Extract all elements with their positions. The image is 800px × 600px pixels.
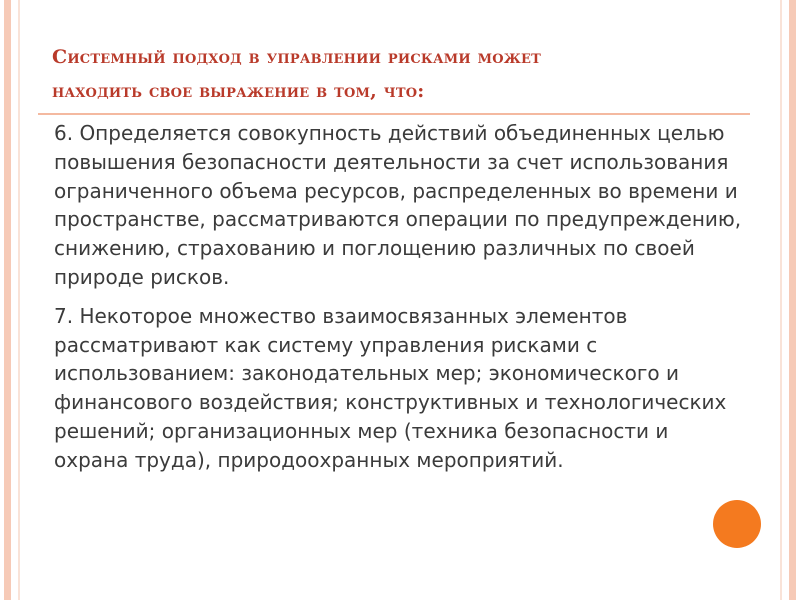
text-line: финансового воздействия; конструктивных и технологических bbox=[54, 390, 727, 415]
left-edge-stripe bbox=[4, 0, 11, 600]
text-line: охрана труда), природоохранных мероприятий. bbox=[54, 447, 564, 472]
paragraph-6 bbox=[54, 119, 754, 292]
paragraph-7 bbox=[54, 302, 754, 475]
slide-body bbox=[54, 119, 754, 475]
right-edge-thin-stripe bbox=[780, 0, 782, 600]
text-line: повышения безопасности деятельности за счет использования bbox=[54, 149, 729, 174]
title-divider bbox=[38, 113, 750, 115]
text-line: решений; организационных мер (техника безопасности и bbox=[54, 418, 669, 443]
orange-circle-decoration bbox=[713, 500, 761, 548]
right-edge-stripe bbox=[789, 0, 796, 600]
text-line: природе рисков. bbox=[54, 264, 230, 289]
text-line: пространстве, рассматриваются операции по предупреждению, bbox=[54, 207, 742, 232]
text-line: 6. Определяется совокупность действий объединенных целью bbox=[54, 121, 725, 145]
text-line: ограниченного объема ресурсов, распределенных во времени и bbox=[54, 178, 738, 203]
text-line: снижению, страхованию и поглощению различных по своей bbox=[54, 236, 695, 261]
slide-title-line: находить свое выражение в том, что: bbox=[52, 80, 425, 102]
text-line: 7. Некоторое множество взаимосвязанных элементов bbox=[54, 303, 628, 328]
slide-title bbox=[52, 40, 732, 108]
text-line: использованием: законодательных мер; экономического и bbox=[54, 361, 679, 386]
text-line: рассматривают как систему управления рисками с bbox=[54, 332, 598, 357]
slide-title-line: Системный подход в управлении рисками может bbox=[52, 46, 541, 68]
left-edge-thin-stripe bbox=[18, 0, 20, 600]
